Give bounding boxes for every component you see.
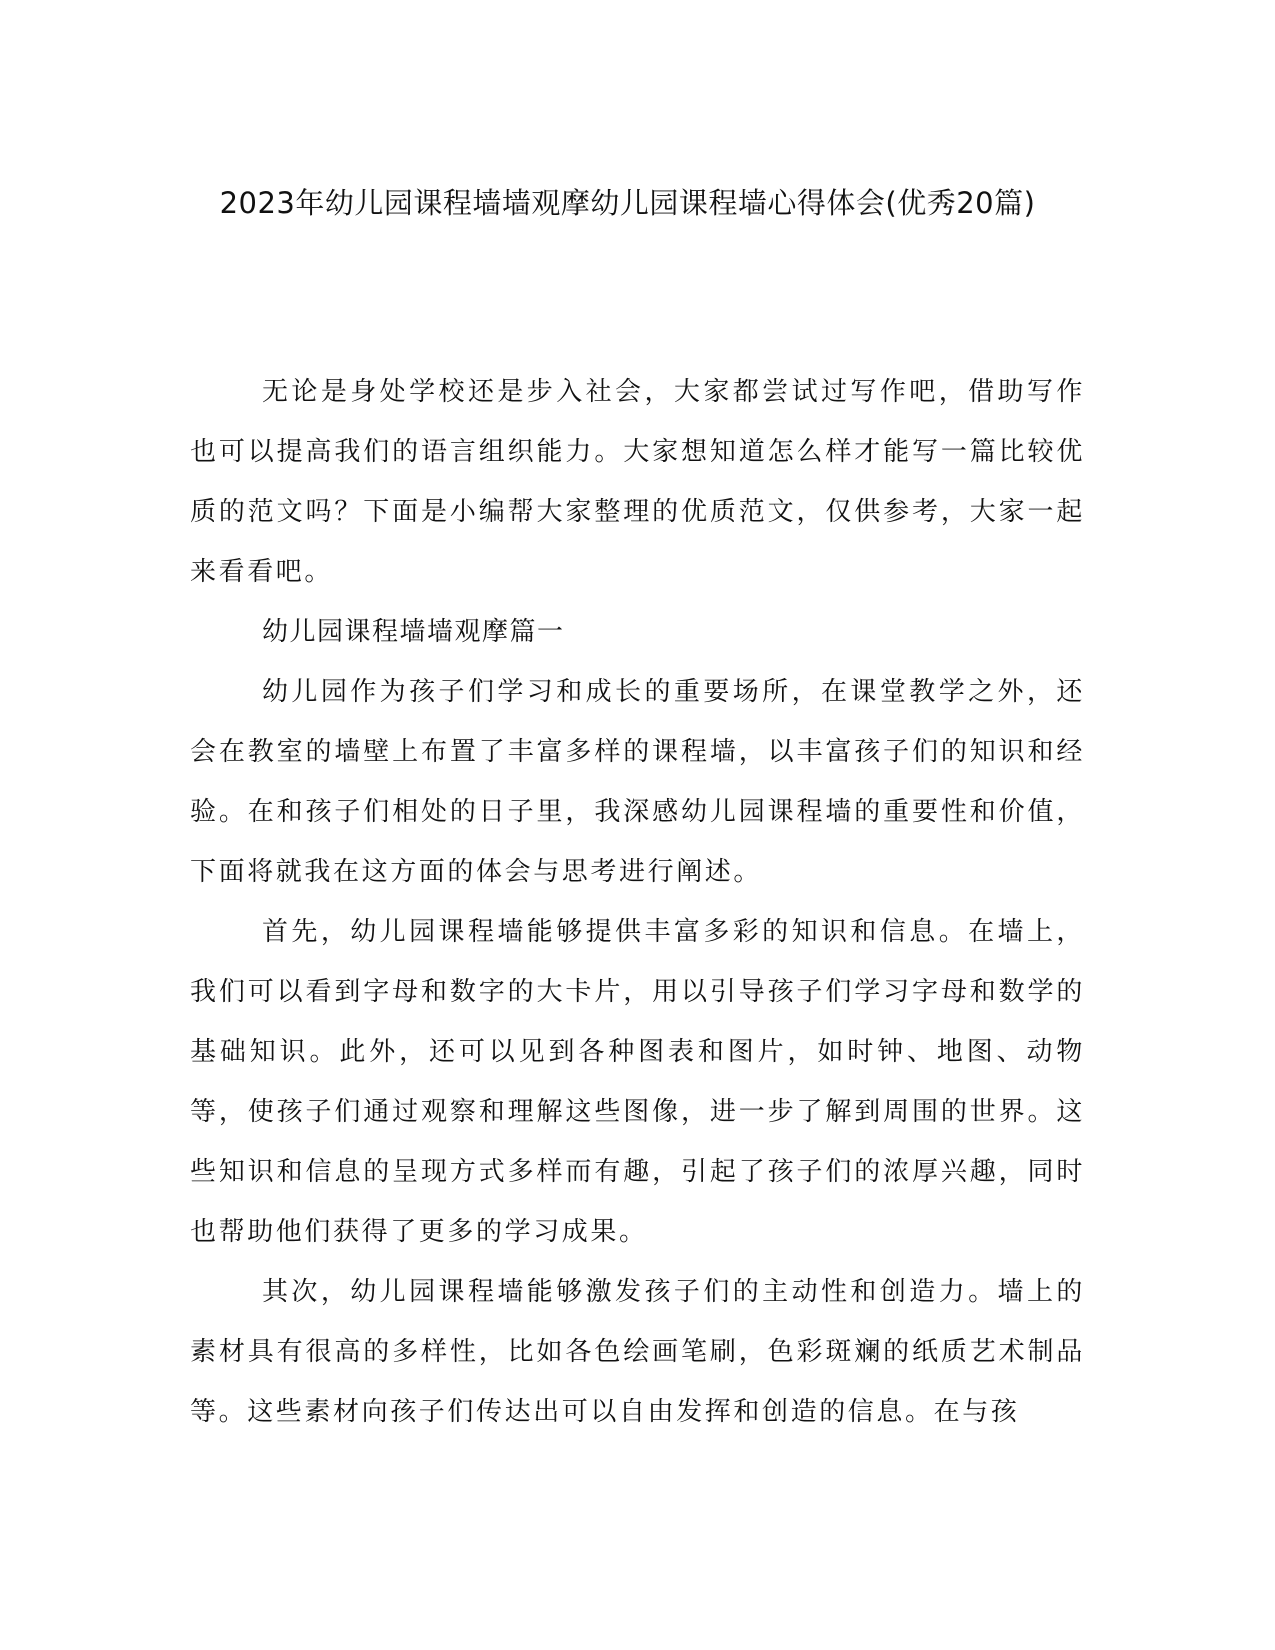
body-paragraph-2: 首先，幼儿园课程墙能够提供丰富多彩的知识和信息。在墙上，我们可以看到字母和数字的大卡片，用以引导孩子们学习字母和数学的基础知识。此外，还可以见到各种图表和图片，如时钟、地图、动物等，使孩子们通过观察和理解这些图像，进一步了解到周围的世界。这些知识和信息的呈现方式多样而有趣，引起了孩子们的浓厚兴趣，同时也帮助他们获得了更多的学习成果。 (190, 917, 1085, 1247)
document-title: 2023年幼儿园课程墙墙观摩幼儿园课程墙心得体会(优秀20篇) (219, 186, 1036, 220)
body-paragraph-3: 其次，幼儿园课程墙能够激发孩子们的主动性和创造力。墙上的素材具有很高的多样性，比如各色绘画笔刷，色彩斑斓的纸质艺术制品等。这些素材向孩子们传达出可以自由发挥和创造的信息。在与孩 (190, 1277, 1085, 1427)
document-body (190, 362, 1085, 1442)
body-paragraph-1: 幼儿园作为孩子们学习和成长的重要场所，在课堂教学之外，还会在教室的墙壁上布置了丰富多样的课程墙，以丰富孩子们的知识和经验。在和孩子们相处的日子里，我深感幼儿园课程墙的重要性和价值，下面将就我在这方面的体会与思考进行阐述。 (190, 677, 1085, 887)
section-heading: 幼儿园课程墙墙观摩篇一 (262, 617, 565, 647)
intro-paragraph: 无论是身处学校还是步入社会，大家都尝试过写作吧，借助写作也可以提高我们的语言组织能力。大家想知道怎么样才能写一篇比较优质的范文吗？下面是小编帮大家整理的优质范文，仅供参考，大家一起来看看吧。 (190, 377, 1085, 587)
